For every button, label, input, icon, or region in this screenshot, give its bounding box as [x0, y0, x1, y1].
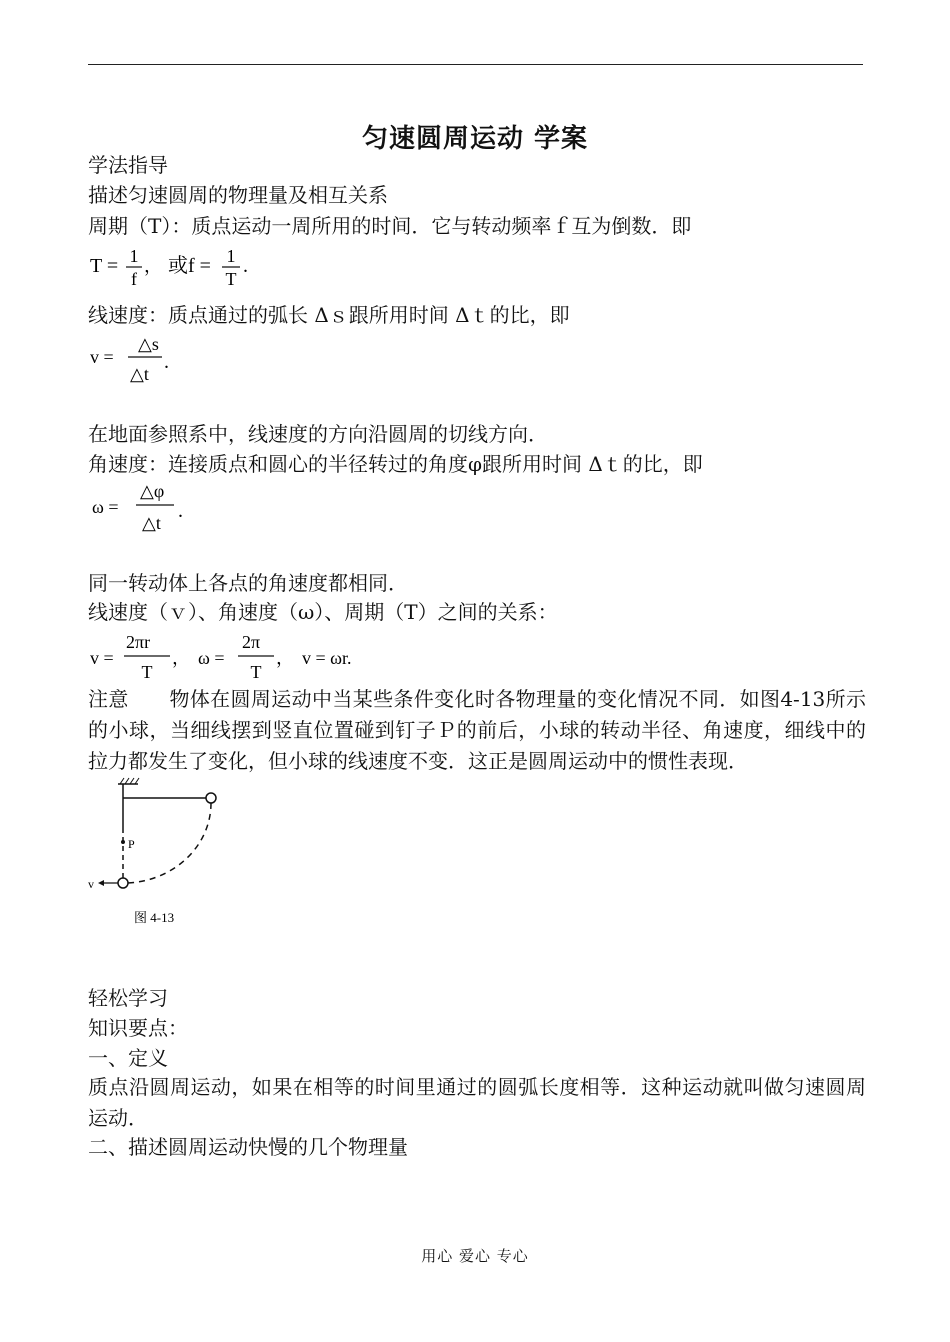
formula-rel-comma2: ， [276, 648, 294, 668]
formula-rel-v-num: 2πr [126, 632, 151, 652]
formula-linear-velocity [88, 330, 198, 386]
formula-rel-vwr: v = ωr. [302, 648, 352, 668]
label-p: P [128, 837, 135, 851]
heading-key-points: 知识要点： [88, 1016, 188, 1040]
formula-period-or: 或f = [168, 255, 211, 277]
formula-rel-w-num: 2π [242, 632, 261, 652]
page-title: 匀速圆周运动 学案 [361, 124, 589, 154]
text-same-angular-velocity: 同一转动体上各点的角速度都相同． [88, 571, 408, 595]
formula-period [88, 242, 288, 290]
formula-angular-den: △t [142, 513, 161, 533]
heading-definition: 一、定义 [88, 1046, 168, 1070]
figure-caption: 图 4-13 [134, 910, 175, 925]
ball-bottom [118, 878, 128, 888]
text-period: 周期（T）：质点运动一周所用的时间．它与转动频率ｆ互为倒数．即 [88, 214, 692, 238]
formula-angular-num: △φ [140, 481, 165, 501]
note-paragraph: 注意 物体在圆周运动中当某些条件变化时各物理量的变化情况不同．如图4-13所示的小球，当细线摆到竖直位置碰到钉子Ｐ的前后，小球的转动半径、角速度，细线中的拉力都发生了变化，但小球的线速度不变．这正是圆周运动中的惯性表现． [88, 687, 866, 773]
formula-angular-end: . [178, 500, 183, 522]
ball-start [206, 793, 216, 803]
formula-linear-end: . [164, 351, 169, 373]
heading-easy-learning: 轻松学习 [88, 986, 168, 1010]
text-tangent-direction: 在地面参照系中，线速度的方向沿圆周的切线方向． [88, 422, 548, 446]
definition-paragraph: 质点沿圆周运动，如果在相等的时间里通过的圆弧长度相等．这种运动就叫做匀速圆周运动． [88, 1075, 866, 1130]
heading-study-guide: 学法指导 [88, 153, 168, 177]
formula-linear-den: △t [130, 364, 149, 384]
formula-freq-num: 1 [226, 246, 236, 266]
text-relation-intro: 线速度（ｖ）、角速度（ω）、周期（T）之间的关系： [88, 600, 558, 624]
figure-4-13 [88, 776, 228, 932]
formula-period-end: . [243, 255, 248, 277]
heading-quantities: 二、描述圆周运动快慢的几个物理量 [88, 1135, 408, 1159]
formula-period-sep: ， [144, 256, 162, 276]
formula-linear-lhs: v = [90, 347, 114, 367]
formula-period-den: f [131, 269, 137, 289]
formula-relations [88, 628, 408, 684]
formula-angular-lhs: ω = [92, 497, 119, 517]
text-angular-velocity: 角速度：连接质点和圆心的半径转过的角度φ跟所用时间 Δｔ的比，即 [88, 452, 703, 476]
formula-period-lhs: T = [90, 255, 119, 277]
formula-rel-v-lhs: v = [90, 648, 114, 668]
subheading-quantities: 描述匀速圆周的物理量及相互关系 [88, 183, 388, 207]
text-linear-velocity: 线速度：质点通过的弧长 Δｓ跟所用时间 Δｔ的比，即 [88, 303, 570, 327]
label-v: v [88, 877, 94, 891]
formula-freq-den: T [225, 269, 237, 289]
formula-period-num: 1 [129, 246, 139, 266]
formula-rel-w-lhs: ω = [198, 648, 225, 668]
formula-rel-w-den: T [250, 662, 262, 682]
page-footer: 用心 爱心 专心 [421, 1247, 529, 1265]
formula-linear-num: △s [138, 334, 159, 354]
dashed-arc [128, 803, 211, 883]
nail-p [121, 840, 125, 844]
formula-angular-velocity [88, 477, 208, 535]
formula-rel-v-den: T [141, 662, 153, 682]
header-rule [88, 64, 863, 65]
formula-rel-comma1: ， [172, 648, 190, 668]
